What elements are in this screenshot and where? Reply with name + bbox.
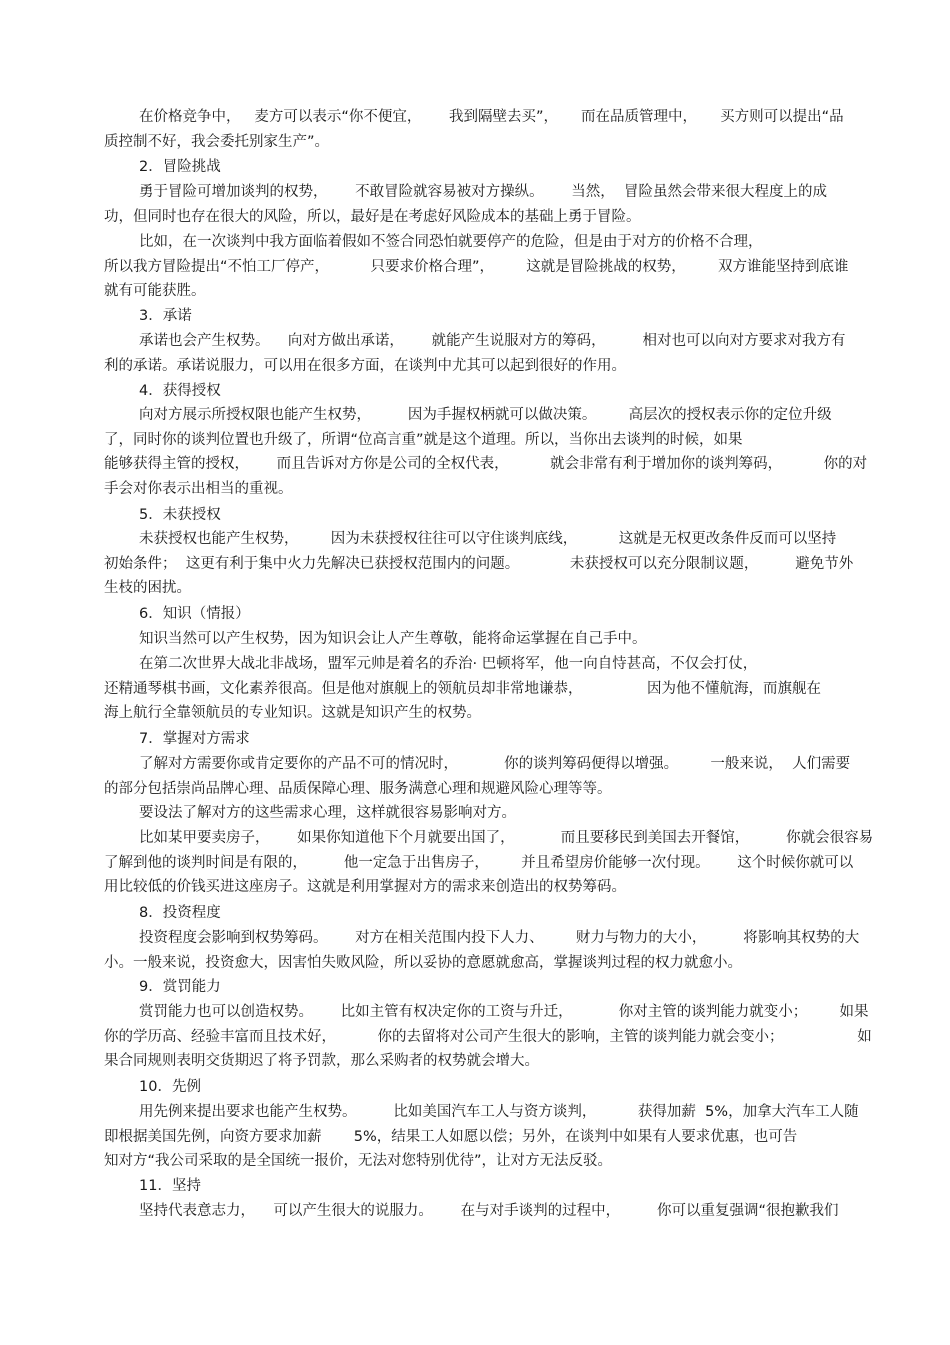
paragraph xyxy=(104,652,850,726)
text-line: 赏罚能力也可以创造权势。 比如主管有权决定你的工资与升迁， 你对主管的谈判能力就变小； 如果 xyxy=(139,1004,869,1020)
paragraph xyxy=(104,329,850,378)
paragraph xyxy=(104,826,874,900)
text-line: 知识当然可以产生权势，因为知识会让人产生尊敬，能将命运掌握在自己手中。 xyxy=(139,631,647,647)
text-line: 比如某甲要卖房子， 如果你知道他下个月就要出国了， 而且要移民到美国去开餐馆， 你就会很容易 xyxy=(139,830,874,846)
text-line: 质控制不好，我会委托别家生产”。 xyxy=(104,133,330,150)
text-line: 即根据美国先例，向资方要求加薪 5%，结果工人如愿以偿；另外，在谈判中如果有人要求优惠，也可告 xyxy=(104,1128,798,1145)
paragraph xyxy=(104,527,854,601)
section-heading: 2．冒险挑战 xyxy=(139,159,221,175)
text-line: 还精通琴棋书画，文化素养很高。但是他对旗舰上的领航员却非常地谦恭， 因为他不懂航海，而旗舰在 xyxy=(104,680,822,697)
paragraph xyxy=(104,105,850,154)
text-line: 在价格竞争中， 麦方可以表示“你不便宜， 我到隔壁去买”， 而在品质管理中， 买方则可以提出“品 xyxy=(139,109,844,125)
text-line: 了解到他的谈判时间是有限的， 他一定急于出售房子， 并且希望房价能够一次付现。 这个时候你就可以 xyxy=(104,854,854,871)
text-line: 比如，在一次谈判中我方面临着假如不签合同恐怕就要停产的危险，但是由于对方的价格不合理， xyxy=(139,234,763,250)
text-line: 了解对方需要你或肯定要你的产品不可的情况时， 你的谈判筹码便得以增强。 一般来说， 人们需要 xyxy=(139,756,851,772)
section-heading: 6．知识（情报） xyxy=(139,606,250,622)
text-line: 的部分包括崇尚品牌心理、品质保障心理、服务满意心理和规避风险心理等等。 xyxy=(104,780,612,797)
text-line: 坚持代表意志力， 可以产生很大的说服力。 在与对手谈判的过程中， 你可以重复强调“很抱歉我们 xyxy=(139,1203,839,1219)
text-line: 知对方“我公司采取的是全国统一报价，无法对您特别优待”，让对方无法反驳。 xyxy=(104,1153,613,1170)
text-line: 承诺也会产生权势。 向对方做出承诺， 就能产生说服对方的筹码， 相对也可以向对方要求对我方有 xyxy=(139,333,846,349)
text-line: 用比较低的价钱买进这座房子。这就是利用掌握对方的需求来创造出的权势筹码。 xyxy=(104,879,626,896)
paragraph xyxy=(104,627,850,652)
section-heading: 9．赏罚能力 xyxy=(139,979,221,995)
paragraph xyxy=(104,801,850,826)
section-heading: 8．投资程度 xyxy=(139,905,221,921)
paragraph xyxy=(104,230,850,304)
section-heading: 10．先例 xyxy=(139,1079,201,1095)
text-line: 投资程度会影响到权势筹码。 对方在相关范围内投下人力、 财力与物力的大小， 将影响其权势的大 xyxy=(139,930,860,946)
paragraph xyxy=(104,1000,872,1074)
paragraph xyxy=(104,752,850,801)
section-heading: 7．掌握对方需求 xyxy=(139,731,250,747)
text-line: 你的学历高、经验丰富而且技术好， 你的去留将对公司产生很大的影响，主管的谈判能力就会变小； 如 xyxy=(104,1028,872,1045)
text-line: 就有可能获胜。 xyxy=(104,283,206,300)
paragraph xyxy=(104,403,868,501)
paragraph xyxy=(104,1199,850,1224)
text-line: 生枝的困扰。 xyxy=(104,580,191,597)
section-heading: 3．承诺 xyxy=(139,308,192,324)
text-line: 未获授权也能产生权势， 因为未获授权往往可以守住谈判底线， 这就是无权更改条件反而可以坚持 xyxy=(139,531,837,547)
text-line: 果合同规则表明交货期迟了将予罚款，那么采购者的权势就会增大。 xyxy=(104,1053,539,1070)
text-line: 所以我方冒险提出“不怕工厂停产， 只要求价格合理”， 这就是冒险挑战的权势， 双方谁能坚持到底谁 xyxy=(104,258,849,275)
paragraph xyxy=(104,1100,859,1174)
text-line: 小。一般来说，投资愈大，因害怕失败风险，所以妥协的意愿就愈高，掌握谈判过程的权力就愈小。 xyxy=(104,954,742,971)
section-heading: 5．未获授权 xyxy=(139,507,221,523)
text-line: 利的承诺。承诺说服力，可以用在很多方面，在谈判中尤其可以起到很好的作用。 xyxy=(104,357,626,374)
text-line: 能够获得主管的授权， 而且告诉对方你是公司的全权代表， 就会非常有利于增加你的谈判筹码， 你的对 xyxy=(104,456,868,473)
section-heading: 11．坚持 xyxy=(139,1178,201,1194)
text-line: 要设法了解对方的这些需求心理，这样就很容易影响对方。 xyxy=(139,805,516,821)
paragraph xyxy=(104,180,850,229)
text-line: 在第二次世界大战北非战场，盟军元帅是着名的乔治· 巴顿将军，他一向自恃甚高，不仅会打仗， xyxy=(139,656,758,672)
section-heading: 4．获得授权 xyxy=(139,383,221,399)
text-line: 初始条件； 这更有利于集中火力先解决已获授权范围内的问题。 未获授权可以充分限制议题， 避免节外 xyxy=(104,555,854,572)
text-line: 向对方展示所授权限也能产生权势， 因为手握权柄就可以做决策。 高层次的授权表示你的定位升级 xyxy=(139,407,832,423)
text-line: 了，同时你的谈判位置也升级了，所谓“位高言重”就是这个道理。所以，当你出去谈判的时候，如果 xyxy=(104,431,743,448)
paragraph xyxy=(104,926,860,975)
text-line: 勇于冒险可增加谈判的权势， 不敢冒险就容易被对方操纵。 当然， 冒险虽然会带来很大程度上的成 xyxy=(139,184,828,200)
text-line: 功，但同时也存在很大的风险，所以，最好是在考虑好风险成本的基础上勇于冒险。 xyxy=(104,208,641,225)
text-line: 手会对你表示出相当的重视。 xyxy=(104,480,293,497)
text-line: 用先例来提出要求也能产生权势。 比如美国汽车工人与资方谈判， 获得加薪 5%，加拿大汽车工人随 xyxy=(139,1104,859,1120)
text-line: 海上航行全靠领航员的专业知识。这就是知识产生的权势。 xyxy=(104,705,481,722)
